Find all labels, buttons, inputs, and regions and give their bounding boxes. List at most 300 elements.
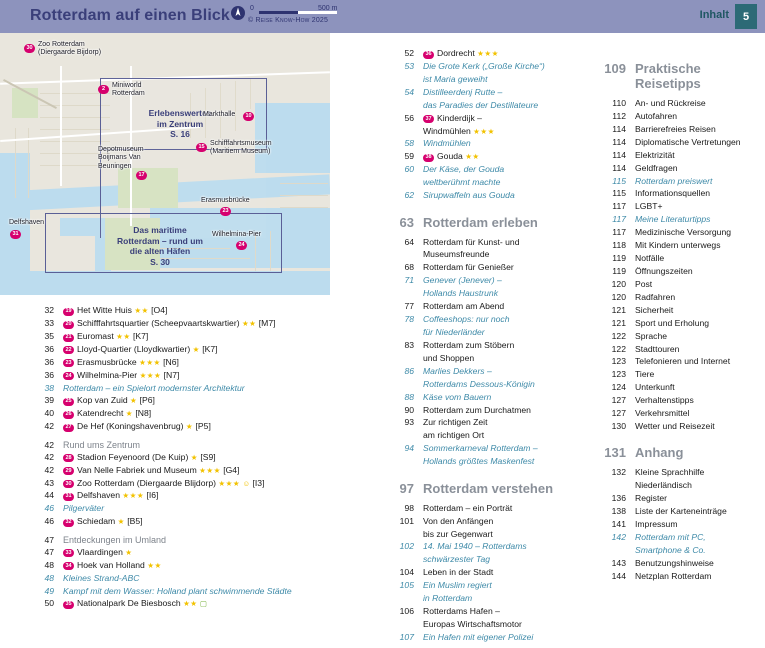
copyright-text: © Reise Know-How 2025 bbox=[248, 17, 329, 24]
toc-entry-title: Liste der Karteneinträge bbox=[635, 506, 727, 517]
toc-column-right bbox=[600, 48, 765, 584]
toc-entry[interactable] bbox=[600, 240, 765, 251]
toc-entry-title: Öffnungszeiten bbox=[635, 265, 693, 276]
rating-stars: ★★★ bbox=[139, 370, 162, 380]
toc-entry[interactable] bbox=[388, 430, 583, 441]
toc-entry-title: Netzplan Rotterdam bbox=[635, 570, 712, 581]
map-grid-code: [O4] bbox=[151, 305, 168, 315]
toc-entry[interactable] bbox=[388, 541, 583, 552]
toc-entry-title: Barrierefreies Reisen bbox=[635, 123, 716, 134]
map-water bbox=[0, 271, 330, 295]
toc-entry[interactable] bbox=[600, 227, 765, 238]
toc-entry[interactable] bbox=[600, 493, 765, 504]
toc-marker-number: 32 bbox=[63, 519, 74, 527]
toc-entry[interactable] bbox=[388, 275, 583, 286]
toc-entry-text bbox=[423, 164, 583, 175]
toc-entry[interactable] bbox=[600, 369, 765, 380]
toc-page-number: 121 bbox=[611, 304, 626, 315]
map-grid-code: [I6] bbox=[146, 490, 159, 501]
toc-entry-text bbox=[423, 151, 583, 162]
toc-entry[interactable] bbox=[388, 48, 583, 59]
toc-entry[interactable] bbox=[388, 503, 583, 514]
toc-entry[interactable] bbox=[388, 301, 583, 312]
toc-page-number: 38 bbox=[44, 382, 54, 393]
toc-entry-title: Impressum bbox=[635, 519, 678, 530]
toc-page-number: 143 bbox=[611, 557, 626, 568]
toc-entry-title: Kinderdijk – bbox=[437, 112, 482, 123]
toc-entry[interactable] bbox=[388, 87, 583, 98]
toc-entry-title: Der Käse, der Gouda bbox=[423, 164, 505, 175]
toc-page-number: 118 bbox=[612, 240, 626, 251]
toc-page-number: 59 bbox=[404, 151, 414, 162]
toc-entry-text bbox=[423, 74, 583, 85]
toc-entry-title: Hoek van Holland bbox=[77, 559, 145, 570]
toc-entry[interactable] bbox=[388, 606, 583, 617]
toc-entry-title: Benutzungshinweise bbox=[635, 557, 714, 568]
toc-entry-text bbox=[63, 344, 328, 355]
map-label-wilhelmina-pier: Wilhelmina-Pier bbox=[212, 231, 262, 238]
toc-entry[interactable] bbox=[600, 150, 765, 161]
toc-entry[interactable] bbox=[28, 305, 328, 316]
rating-stars: ★ bbox=[125, 409, 133, 419]
toc-entry-title: Pilgerväter bbox=[63, 503, 105, 514]
toc-entry[interactable] bbox=[388, 314, 583, 325]
toc-entry-text bbox=[635, 571, 765, 582]
toc-page-number: 141 bbox=[611, 519, 626, 530]
toc-entry[interactable] bbox=[28, 408, 328, 419]
toc-entry-text bbox=[63, 516, 328, 527]
map-label-schifffahrtsmuseum: Schifffahrtsmuseum (Maritiem Museum) bbox=[210, 140, 272, 156]
toc-entry[interactable] bbox=[388, 151, 583, 162]
toc-entry-text bbox=[635, 493, 765, 504]
toc-marker-number: 25 bbox=[63, 398, 74, 406]
toc-entry-title: Register bbox=[635, 493, 667, 504]
toc-page-number: 54 bbox=[404, 86, 414, 97]
toc-entry[interactable] bbox=[600, 279, 765, 290]
toc-entry-text bbox=[635, 98, 765, 109]
map-marker-15[interactable]: 15 bbox=[196, 143, 207, 152]
toc-entry[interactable] bbox=[388, 443, 583, 454]
toc-entry-title: Diplomatische Vertretungen bbox=[635, 136, 741, 147]
toc-entry-text bbox=[63, 465, 328, 476]
toc-entry[interactable] bbox=[600, 395, 765, 406]
toc-entry[interactable] bbox=[388, 593, 583, 604]
toc-entry[interactable] bbox=[28, 395, 328, 406]
toc-entry-text bbox=[635, 318, 765, 329]
toc-entry-text bbox=[423, 392, 583, 403]
toc-page-number: 36 bbox=[44, 356, 54, 367]
toc-entry[interactable] bbox=[388, 632, 583, 643]
rating-stars: ★ bbox=[125, 547, 133, 557]
toc-entry[interactable] bbox=[388, 456, 583, 467]
map-marker-23[interactable]: 23 bbox=[220, 207, 231, 216]
toc-entry[interactable] bbox=[600, 188, 765, 199]
toc-entry-title: Dordrecht bbox=[437, 48, 475, 58]
rating-stars: ★★★ bbox=[139, 357, 161, 367]
toc-entry-title: Rotterdam zum Stöbern bbox=[423, 339, 515, 350]
toc-entry[interactable] bbox=[600, 266, 765, 277]
toc-entry[interactable] bbox=[600, 292, 765, 303]
map-marker-2[interactable]: 2 bbox=[98, 85, 109, 94]
toc-page-number: 97 bbox=[399, 480, 414, 496]
toc-entry[interactable] bbox=[28, 318, 328, 329]
toc-entry-text bbox=[63, 598, 328, 609]
map-marker-30[interactable]: 30 bbox=[24, 44, 35, 53]
toc-entry-text bbox=[635, 445, 765, 460]
toc-entry[interactable] bbox=[28, 547, 328, 558]
toc-entry-title: Verhaltenstipps bbox=[635, 395, 694, 406]
toc-entry-title: Gouda bbox=[437, 151, 463, 162]
toc-entry-title: Smartphone & Co. bbox=[635, 545, 706, 555]
toc-entry-text bbox=[635, 240, 765, 251]
toc-page-number: 124 bbox=[611, 382, 626, 393]
toc-entry[interactable] bbox=[600, 305, 765, 316]
toc-page-number: 60 bbox=[404, 164, 414, 175]
toc-entry-title: Vlaardingen bbox=[77, 546, 123, 557]
toc-entry-title: Van Nelle Fabriek und Museum bbox=[77, 464, 197, 475]
toc-entry[interactable] bbox=[388, 405, 583, 416]
toc-entry[interactable] bbox=[388, 567, 583, 578]
toc-entry[interactable] bbox=[388, 237, 583, 248]
toc-entry[interactable] bbox=[28, 478, 328, 489]
toc-marker-number: 35 bbox=[63, 601, 74, 609]
toc-entry-title: Käse vom Bauern bbox=[423, 391, 492, 402]
toc-page-number: 49 bbox=[44, 585, 54, 596]
toc-entry[interactable] bbox=[600, 253, 765, 264]
toc-entry-text bbox=[635, 201, 765, 212]
toc-entry[interactable] bbox=[28, 573, 328, 584]
toc-entry[interactable] bbox=[28, 331, 328, 342]
toc-entry[interactable] bbox=[600, 519, 765, 530]
toc-page-number: 104 bbox=[399, 567, 414, 578]
toc-entry-title: Leben in der Stadt bbox=[423, 567, 494, 578]
map-marker-17[interactable]: 17 bbox=[136, 171, 147, 180]
toc-entry[interactable] bbox=[600, 318, 765, 329]
toc-entry[interactable] bbox=[28, 370, 328, 381]
toc-entry-title: Katendrecht bbox=[77, 408, 124, 419]
toc-entry[interactable] bbox=[388, 529, 583, 540]
toc-entry-title: Rotterdam zum Durchatmen bbox=[423, 404, 531, 415]
toc-entry[interactable] bbox=[600, 98, 765, 109]
toc-marker-number: 24 bbox=[63, 372, 74, 380]
toc-entry-text bbox=[63, 440, 328, 450]
toc-entry-title: Verkehrsmittel bbox=[635, 408, 690, 419]
toc-page-number: 46 bbox=[44, 503, 54, 514]
toc-entry[interactable] bbox=[600, 571, 765, 582]
toc-marker-number: 37 bbox=[423, 115, 434, 123]
toc-entry[interactable] bbox=[600, 480, 765, 491]
toc-entry-text bbox=[63, 547, 328, 558]
toc-page-number: 42 bbox=[44, 421, 54, 432]
toc-entry-title: weltberühmt machte bbox=[423, 177, 501, 188]
toc-entry[interactable] bbox=[600, 201, 765, 212]
toc-entry-title: An- und Rückreise bbox=[635, 98, 706, 108]
toc-entry[interactable] bbox=[388, 61, 583, 72]
toc-entry-text bbox=[423, 619, 583, 630]
toc-entry[interactable] bbox=[388, 190, 583, 201]
toc-entry[interactable] bbox=[388, 580, 583, 591]
page-header bbox=[0, 0, 765, 33]
toc-entry-text bbox=[63, 452, 328, 463]
toc-entry[interactable] bbox=[388, 554, 583, 565]
toc-entry-title: Rotterdam verstehen bbox=[423, 480, 554, 496]
toc-page-number: 64 bbox=[404, 236, 414, 247]
toc-entry[interactable] bbox=[28, 535, 328, 545]
toc-page-number: 101 bbox=[399, 515, 414, 526]
toc-entry-text bbox=[423, 529, 583, 540]
toc-page-number: 109 bbox=[604, 61, 626, 76]
map-label-zoo-rotterdam: Zoo Rotterdam (Diergaarde Bijdorp) bbox=[38, 41, 102, 57]
toc-entry-text bbox=[423, 554, 583, 565]
toc-page-number: 43 bbox=[44, 477, 54, 488]
toc-entry-text bbox=[423, 327, 583, 338]
map-label-depotmuseum: Depotmuseum Boijmans Van Beuningen bbox=[98, 146, 144, 170]
map-label-delfshaven: Delfshaven bbox=[9, 219, 45, 226]
toc-entry[interactable] bbox=[600, 558, 765, 569]
map-marker-10[interactable]: 10 bbox=[243, 112, 254, 121]
map-grid-code: [N6] bbox=[163, 356, 179, 367]
rating-stars: ★★★ bbox=[218, 478, 241, 488]
toc-page-number: 119 bbox=[612, 265, 626, 276]
toc-entry[interactable] bbox=[388, 516, 583, 527]
toc-entry[interactable] bbox=[600, 408, 765, 419]
toc-entry[interactable] bbox=[388, 379, 583, 390]
toc-page-number: 122 bbox=[611, 330, 626, 341]
toc-entry-title: schwärzester Tag bbox=[423, 554, 491, 565]
toc-entry[interactable] bbox=[388, 481, 583, 496]
toc-entry[interactable] bbox=[388, 74, 583, 85]
toc-entry[interactable] bbox=[388, 100, 583, 111]
toc-entry-text bbox=[423, 443, 583, 454]
toc-entry[interactable] bbox=[388, 353, 583, 364]
toc-entry[interactable] bbox=[388, 164, 583, 175]
toc-entry-text bbox=[423, 275, 583, 286]
toc-entry[interactable] bbox=[600, 532, 765, 543]
toc-marker-number: 30 bbox=[63, 480, 74, 488]
toc-entry-text bbox=[423, 138, 583, 149]
toc-entry-title: Rotterdams Dessous-Königin bbox=[423, 378, 535, 389]
toc-page-number: 94 bbox=[404, 443, 414, 454]
toc-entry[interactable] bbox=[28, 465, 328, 476]
toc-entry-title: das Paradies der Destillateure bbox=[423, 99, 539, 110]
toc-page-number: 98 bbox=[404, 502, 414, 513]
toc-entry[interactable] bbox=[600, 214, 765, 225]
toc-entry-title: Elektrizität bbox=[635, 149, 675, 160]
toc-entry[interactable] bbox=[28, 490, 328, 501]
toc-entry-text bbox=[635, 532, 765, 543]
toc-entry-title: Windmühlen bbox=[423, 125, 471, 136]
toc-entry-text bbox=[423, 503, 583, 514]
toc-entry-title: und Shoppen bbox=[423, 352, 475, 363]
toc-entry-title: Schifffahrtsquartier (Scheepvaartskwartier) bbox=[77, 317, 240, 328]
toc-entry-title: Het Witte Huis bbox=[77, 305, 132, 315]
map-grid-code: [I3] bbox=[252, 477, 265, 488]
toc-entry[interactable] bbox=[388, 340, 583, 351]
toc-page-number: 120 bbox=[611, 278, 626, 289]
toc-entry[interactable] bbox=[600, 506, 765, 517]
toc-entry-text bbox=[635, 137, 765, 148]
toc-entry-title: Tiere bbox=[635, 369, 655, 380]
toc-entry-title: Medizinische Versorgung bbox=[635, 227, 732, 238]
toc-page-number: 42 bbox=[44, 439, 54, 450]
toc-page-number: 105 bbox=[399, 580, 414, 591]
toc-page-number: 48 bbox=[44, 559, 54, 570]
toc-entry-title: Ein Muslim regiert bbox=[423, 580, 492, 591]
toc-entry[interactable] bbox=[388, 138, 583, 149]
toc-entry-text bbox=[635, 279, 765, 290]
rating-stars: ★★★ bbox=[122, 491, 145, 501]
toc-entry[interactable] bbox=[388, 619, 583, 630]
toc-entry-text bbox=[635, 163, 765, 174]
toc-entry[interactable] bbox=[388, 249, 583, 260]
toc-entry-title: Hollands Haustrunk bbox=[423, 288, 498, 299]
overview-map[interactable] bbox=[0, 33, 330, 295]
toc-entry-title: Informationsquellen bbox=[635, 188, 711, 199]
toc-entry-text bbox=[635, 408, 765, 419]
toc-page-number: 86 bbox=[404, 365, 414, 376]
map-marker-24[interactable]: 24 bbox=[236, 241, 247, 250]
toc-entry[interactable] bbox=[600, 421, 765, 432]
toc-entry-text bbox=[423, 314, 583, 325]
toc-entry[interactable] bbox=[600, 344, 765, 355]
toc-entry-title: Autofahren bbox=[635, 110, 678, 121]
toc-entry[interactable] bbox=[388, 392, 583, 403]
toc-page-number: 117 bbox=[612, 227, 626, 238]
toc-entry[interactable] bbox=[600, 356, 765, 367]
toc-entry-text bbox=[635, 545, 765, 556]
toc-column-left bbox=[28, 305, 328, 611]
map-grid-code: [S9] bbox=[200, 451, 216, 462]
toc-marker-number: 31 bbox=[63, 493, 74, 501]
toc-entry-text bbox=[635, 188, 765, 199]
scale-min-label: 0 bbox=[250, 5, 254, 12]
toc-entry[interactable] bbox=[388, 113, 583, 124]
map-zone-label-maritime: Das maritime Rotterdam – rund um die alten Häfen S. 30 bbox=[117, 225, 203, 267]
toc-entry[interactable] bbox=[28, 357, 328, 368]
toc-page-number: 68 bbox=[404, 262, 414, 273]
toc-entry[interactable] bbox=[388, 327, 583, 338]
toc-entry-title: Coffeeshops: nur noch bbox=[423, 314, 510, 325]
toc-entry-title: Radfahren bbox=[635, 291, 676, 302]
toc-entry-text bbox=[423, 417, 583, 428]
toc-entry[interactable] bbox=[388, 177, 583, 188]
toc-entry[interactable] bbox=[28, 516, 328, 527]
toc-entry[interactable] bbox=[600, 111, 765, 122]
toc-entry-text bbox=[635, 124, 765, 135]
toc-page-number: 117 bbox=[612, 201, 626, 212]
toc-entry-title: Zur richtigen Zeit bbox=[423, 417, 488, 428]
toc-entry[interactable] bbox=[28, 560, 328, 571]
toc-marker-number: 27 bbox=[63, 424, 74, 432]
toc-entry-text bbox=[63, 478, 328, 489]
rating-stars: ★★ bbox=[465, 152, 480, 162]
toc-page-number: 62 bbox=[404, 190, 414, 201]
toc-entry-text bbox=[635, 150, 765, 161]
toc-entry-text bbox=[423, 516, 583, 527]
map-marker-31[interactable]: 31 bbox=[10, 230, 21, 239]
toc-entry[interactable] bbox=[600, 445, 765, 460]
toc-entry-title: Europas Wirtschaftsmotor bbox=[423, 618, 522, 629]
toc-entry-text bbox=[63, 318, 328, 329]
toc-entry[interactable] bbox=[600, 382, 765, 393]
toc-entry-title: Rund ums Zentrum bbox=[63, 439, 141, 450]
toc-entry-text bbox=[635, 467, 765, 478]
toc-entry-title: Rotterdam – ein Spielort modernster Architektur bbox=[63, 382, 245, 393]
map-grid-code: [G4] bbox=[223, 464, 240, 475]
toc-page-number: 112 bbox=[612, 110, 626, 121]
toc-entry[interactable] bbox=[388, 126, 583, 137]
toc-page-number: 90 bbox=[404, 404, 414, 415]
toc-entry[interactable] bbox=[28, 503, 328, 514]
toc-entry-text bbox=[423, 61, 583, 72]
toc-page-number: 93 bbox=[404, 417, 414, 428]
toc-entry-title: Entdeckungen im Umland bbox=[63, 534, 167, 545]
map-label-markthalle: Markthalle bbox=[203, 111, 236, 118]
toc-entry[interactable] bbox=[600, 137, 765, 148]
toc-entry-text bbox=[423, 113, 583, 124]
toc-entry-title: Telefonieren und Internet bbox=[635, 356, 731, 367]
toc-entry[interactable] bbox=[388, 215, 583, 230]
toc-entry[interactable] bbox=[600, 545, 765, 556]
toc-entry[interactable] bbox=[388, 366, 583, 377]
toc-entry-title: Rotterdam mit PC, bbox=[635, 532, 706, 543]
toc-page-number: 127 bbox=[611, 395, 626, 406]
map-grid-code: [P5] bbox=[195, 421, 211, 432]
child-friendly-icon: ☺ bbox=[242, 478, 251, 488]
toc-page-number: 114 bbox=[612, 149, 626, 160]
toc-entry[interactable] bbox=[28, 344, 328, 355]
toc-entry[interactable] bbox=[28, 383, 328, 394]
toc-entry-text bbox=[635, 61, 765, 91]
toc-entry-title: Post bbox=[635, 278, 653, 289]
toc-entry[interactable] bbox=[28, 440, 328, 450]
toc-entry-text bbox=[635, 344, 765, 355]
toc-entry-text bbox=[635, 395, 765, 406]
toc-entry-title: Niederländisch bbox=[635, 480, 692, 491]
toc-entry[interactable] bbox=[388, 288, 583, 299]
toc-entry[interactable] bbox=[388, 417, 583, 428]
toc-entry-text bbox=[63, 503, 328, 514]
toc-page-number: 119 bbox=[612, 253, 626, 264]
toc-entry[interactable] bbox=[600, 331, 765, 342]
toc-entry-text bbox=[423, 632, 583, 643]
toc-entry[interactable] bbox=[28, 598, 328, 609]
toc-entry[interactable] bbox=[600, 176, 765, 187]
toc-entry-title: Kop van Zuid bbox=[77, 395, 128, 406]
toc-page-number: 42 bbox=[44, 451, 54, 462]
toc-entry-text bbox=[635, 331, 765, 342]
toc-entry-text bbox=[635, 369, 765, 380]
toc-entry[interactable] bbox=[28, 586, 328, 597]
map-label-erasmusbruecke: Erasmusbrücke bbox=[201, 197, 250, 204]
toc-entry[interactable] bbox=[28, 452, 328, 463]
toc-page-number: 36 bbox=[44, 343, 54, 354]
toc-entry[interactable] bbox=[28, 421, 328, 432]
toc-entry[interactable] bbox=[600, 61, 765, 91]
toc-entry[interactable] bbox=[600, 124, 765, 135]
toc-page-number: 132 bbox=[611, 467, 626, 478]
toc-entry-text bbox=[423, 405, 583, 416]
toc-entry[interactable] bbox=[600, 163, 765, 174]
toc-entry-title: Rotterdam für Genießer bbox=[423, 262, 514, 273]
toc-entry[interactable] bbox=[388, 262, 583, 273]
toc-entry-text bbox=[635, 421, 765, 432]
toc-entry-text bbox=[423, 481, 583, 496]
toc-entry-title: Genever (Jenever) – bbox=[423, 275, 502, 286]
page-title: Rotterdam auf einen Blick bbox=[30, 7, 230, 24]
toc-entry[interactable] bbox=[600, 467, 765, 478]
toc-entry-title: De Hef (Koningshavenbrug) bbox=[77, 421, 184, 432]
